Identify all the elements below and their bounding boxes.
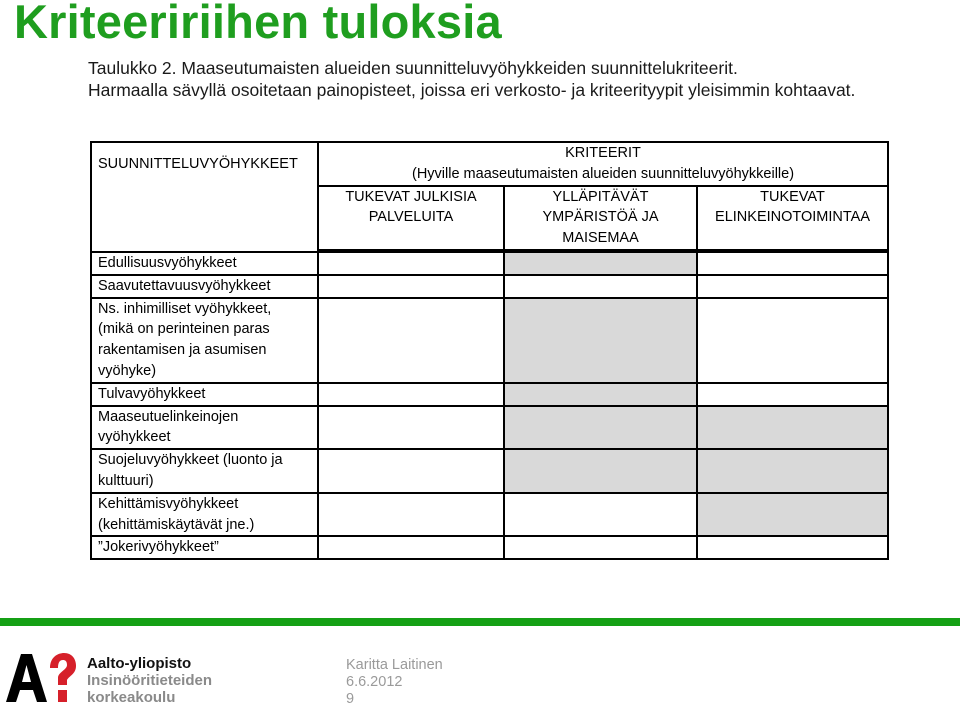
column-header-public-services (318, 186, 504, 250)
criteria-cell (697, 298, 888, 383)
criteria-cell (504, 275, 697, 298)
zone-label-cell (91, 449, 318, 493)
criteria-cell (318, 406, 504, 450)
zone-label-line: Saavutettavuusvyöhykkeet (98, 277, 271, 294)
column-header-line: YLLÄPITÄVÄT (552, 188, 649, 205)
criteria-cell (697, 275, 888, 298)
org-line-1: Aalto-yliopisto (87, 655, 192, 672)
zone-label-line: Edullisuusvyöhykkeet (98, 254, 237, 271)
zone-label-line: ”Jokerivyöhykkeet” (98, 539, 219, 556)
zone-label-cell (91, 406, 318, 450)
zone-label-line: Tulvavyöhykkeet (98, 385, 206, 402)
author-name: Karitta Laitinen (346, 657, 443, 673)
presentation-date: 6.6.2012 (346, 674, 403, 690)
criteria-cell-highlighted (697, 449, 888, 493)
column-header-line: YMPÄRISTÖÄ JA (542, 209, 659, 226)
criteria-cell (697, 536, 888, 559)
criteria-cell-highlighted (697, 406, 888, 450)
footer-info (346, 657, 443, 708)
criteria-cell-highlighted (697, 493, 888, 537)
zone-label-cell (91, 536, 318, 559)
criteria-cell-highlighted (504, 449, 697, 493)
table-row (91, 252, 888, 275)
criteria-cell (318, 275, 504, 298)
zones-header: SUUNNITTELUVYÖHYKKEET (98, 156, 298, 172)
criteria-cell (318, 449, 504, 493)
zone-label-cell (91, 275, 318, 298)
table-body (91, 252, 888, 559)
criteria-cell (318, 536, 504, 559)
table-row (91, 383, 888, 406)
zone-label-cell (91, 298, 318, 383)
zone-label-line: Ns. inhimilliset vyöhykkeet, (98, 300, 272, 317)
zone-label-line: (kehittämiskäytävät jne.) (98, 516, 255, 533)
organization-name (87, 655, 212, 706)
column-header-line: PALVELUITA (368, 209, 454, 226)
table-row (91, 536, 888, 559)
zone-label-cell (91, 383, 318, 406)
slide-title: Kriteeririihen tuloksia (14, 0, 502, 48)
footer-rule (0, 618, 960, 626)
column-header-line: MAISEMAA (562, 230, 639, 247)
criteria-cell (318, 298, 504, 383)
zone-label-line: kulttuuri) (98, 472, 154, 489)
logo-text: A? (6, 652, 8, 653)
criteria-cell-highlighted (504, 298, 697, 383)
table-row (91, 406, 888, 450)
zone-label-line: (mikä on perinteinen paras (98, 321, 270, 338)
criteria-cell (318, 383, 504, 406)
criteria-cell (318, 252, 504, 275)
caption-line-2: Harmaalla sävyllä osoitetaan painopisteet, joissa eri verkosto- ja kriteerityypit yleisimmin kohtaavat. (88, 79, 856, 100)
zone-label-line: vyöhykkeet (98, 429, 171, 446)
criteria-subheader: (Hyville maaseutumaisten alueiden suunnitteluvyöhykkeille) (412, 165, 795, 182)
page-number: 9 (346, 691, 355, 707)
table-row (91, 275, 888, 298)
criteria-cell-highlighted (504, 252, 697, 275)
table-caption (88, 58, 855, 101)
zone-label-line: Kehittämisvyöhykkeet (98, 495, 239, 512)
table-row (91, 493, 888, 537)
org-line-3: korkeakoulu (87, 689, 176, 706)
zone-label-line: Maaseutuelinkeinojen (98, 408, 239, 425)
criteria-table (90, 141, 889, 560)
org-line-2: Insinööritieteiden (87, 672, 213, 689)
zone-label-line: vyöhyke) (98, 362, 157, 379)
column-header-environment (504, 186, 697, 250)
criteria-cell (318, 493, 504, 537)
criteria-cell-highlighted (504, 383, 697, 406)
column-header-business (697, 186, 888, 250)
table-row (91, 449, 888, 493)
zone-label-line: rakentamisen ja asumisen (98, 342, 267, 359)
zone-label-cell (91, 493, 318, 537)
zone-label-cell (91, 252, 318, 275)
criteria-cell (697, 383, 888, 406)
column-header-line: ELINKEINOTOIMINTAA (715, 209, 870, 226)
table-row (91, 298, 888, 383)
zone-label-line: Suojeluvyöhykkeet (luonto ja (98, 452, 283, 469)
criteria-header: KRITEERIT (565, 145, 641, 161)
column-header-line: TUKEVAT (760, 188, 825, 205)
criteria-cell-highlighted (504, 406, 697, 450)
criteria-cell (697, 252, 888, 275)
aalto-logo-icon (6, 652, 76, 704)
criteria-header-cell (318, 142, 888, 186)
column-header-line: TUKEVAT JULKISIA (345, 188, 477, 205)
criteria-cell (504, 536, 697, 559)
caption-line-1: Taulukko 2. Maaseutumaisten alueiden suunnitteluvyöhykkeiden suunnittelukriteerit. (88, 58, 738, 78)
zones-header-cell (91, 142, 318, 252)
criteria-cell (504, 493, 697, 537)
